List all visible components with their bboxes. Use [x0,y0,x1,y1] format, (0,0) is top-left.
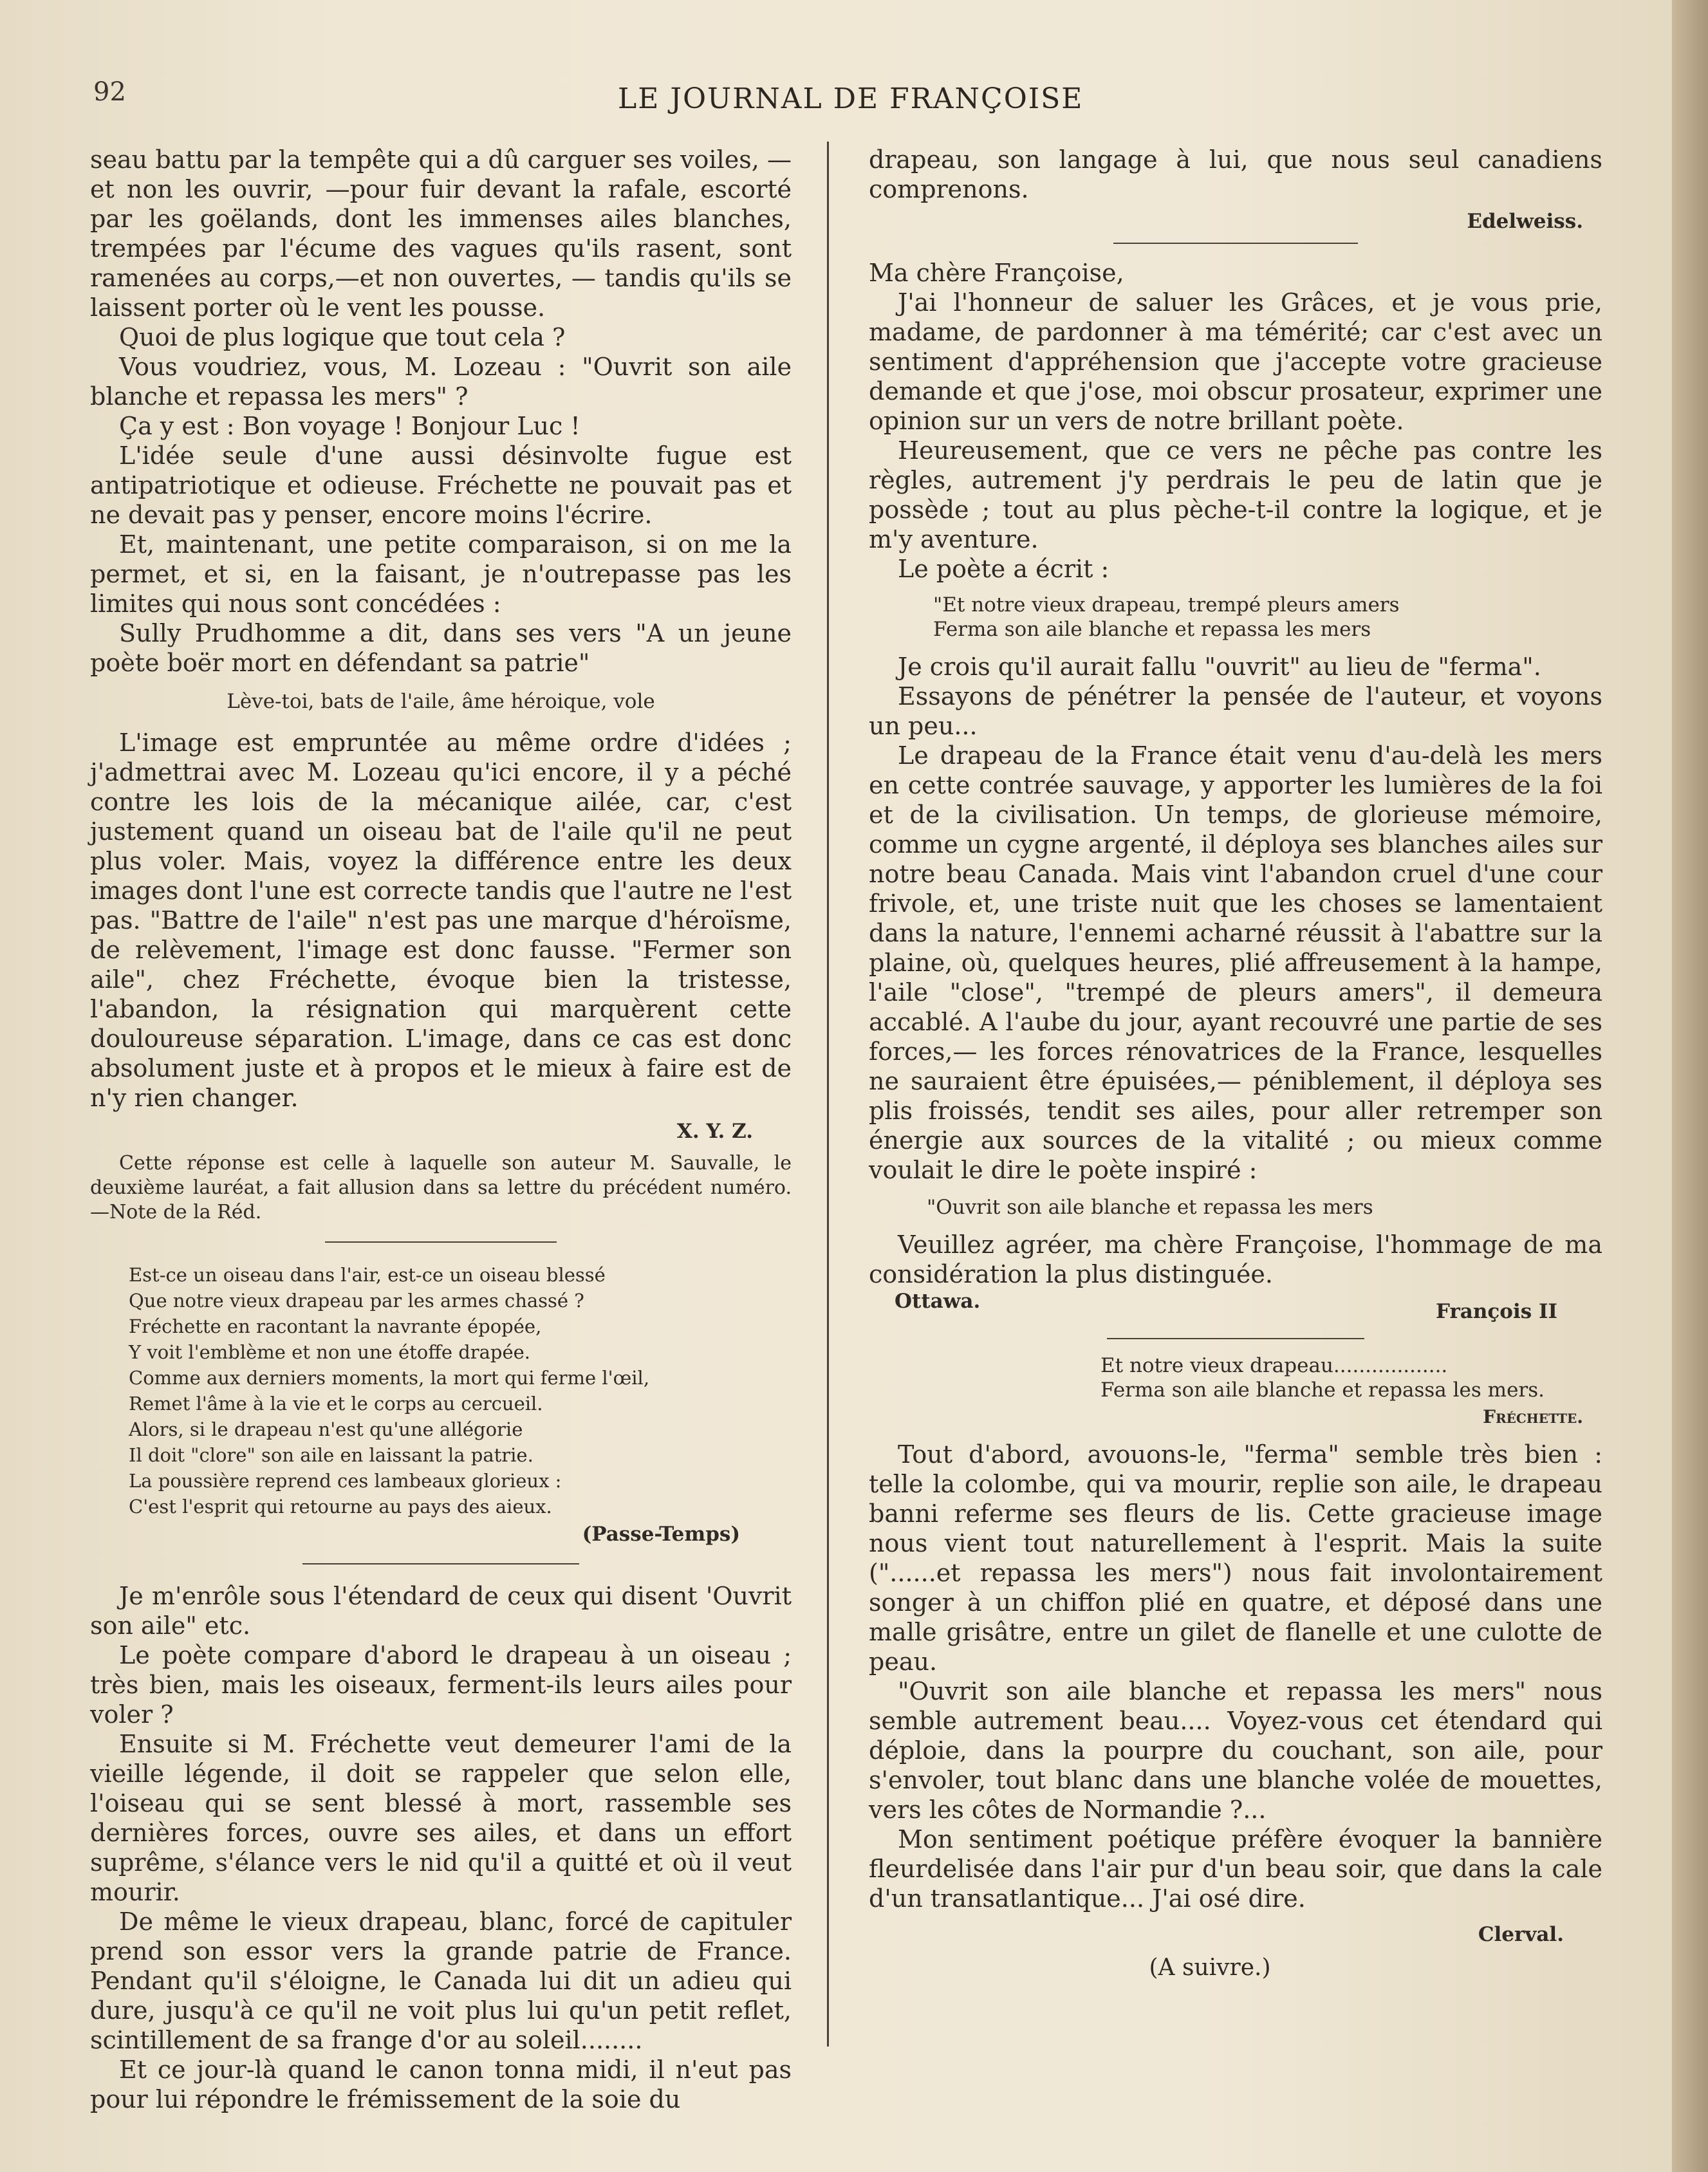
verse-line: Ferma son aile blanche et repassa les mers [933,618,1371,641]
left-paragraph: Et, maintenant, une petite comparaison, si on me la permet, et si, en la faisant, je n'outrepasse pas les limites qui nous sont concédées : [90,530,792,618]
poem-line: Y voit l'emblème et non une étoffe drapée. [129,1341,531,1363]
right-paragraph: "Ouvrit son aile blanche et repassa les mers" nous semble autrement beau.... Voyez-vous cet étendard qui déploie, dans la pourpre du couchant, son aile, pour s'envoler, tout blanc dans une blanche volée de mouettes, vers les côtes de Normandie ?... [869,1677,1602,1824]
poem-line: C'est l'esprit qui retourne au pays des aieux. [129,1496,552,1518]
poem-line: La poussière reprend ces lambeaux glorieux : [129,1470,562,1492]
right-paragraph: Veuillez agréer, ma chère Françoise, l'hommage de ma considération la plus distinguée. [869,1230,1602,1288]
left-paragraph: De même le vieux drapeau, blanc, forcé de capituler prend son essor vers la grande patrie de France. Pendant qu'il s'éloigne, le Canada lui dit un adieu qui dure, jusqu'à ce qu'il ne voit plus lui qu'un petit reflet, scintillement de sa frange d'or au soleil........ [90,1907,792,2054]
left-paragraph: Vous voudriez, vous, M. Lozeau : "Ouvrit son aile blanche et repassa les mers" ? [90,353,792,411]
signature: X. Y. Z. [676,1120,753,1143]
right-paragraph: Tout d'abord, avouons-le, "ferma" semble très bien : telle la colombe, qui va mourir, replie son aile, le drapeau banni referme ses fleurs de lis. Cette gracieuse image nous vient tout naturellement à l'esprit. Mais la suite ("......et repassa les mers") nous fait involontairement songer à un chiffon plié en quatre, et déposé dans une malle grisâtre, entre un gilet de flanelle et une culotte de peau. [869,1440,1602,1676]
left-paragraph: Ensuite si M. Fréchette veut demeurer l'ami de la vieille légende, il doit se rappeler que selon elle, l'oiseau qui se sent blessé à mort, rassemble ses dernières forces, ouvre ses ailes, et dans un effort suprême, s'élance vers le nid qu'il a quitté et où il veut mourir. [90,1730,792,1906]
left-paragraph: Quoi de plus logique que tout cela ? [119,323,566,351]
right-paragraph: Heureusement, que ce vers ne pêche pas contre les règles, autrement j'y perdrais le peu de latin que je possède ; tout au plus pèche-t-il contre la logique, et je m'y aventure. [869,436,1602,553]
journal-title: LE JOURNAL DE FRANÇOISE [618,82,1084,115]
right-paragraph: drapeau, son langage à lui, que nous seul canadiens comprenons. [869,145,1602,203]
right-paragraph: Je crois qu'il aurait fallu "ouvrit" au lieu de "ferma". [898,653,1541,681]
left-column [90,145,792,2114]
verse-author: Fréchette. [1483,1406,1583,1427]
section-rule [302,1563,579,1564]
left-paragraph: L'idée seule d'une aussi désinvolte fugue est antipatriotique et odieuse. Fréchette ne pouvait pas et ne devait pas y penser, encore moins l'écrire. [90,441,792,529]
poem-line: Est-ce un oiseau dans l'air, est-ce un oiseau blessé [129,1264,606,1286]
column-divider [827,142,829,2047]
verse-line: Ferma son aile blanche et repassa les mers. [1100,1378,1545,1402]
to-be-continued: (A suivre.) [1149,1954,1271,1981]
poem-source: (Passe-Temps) [582,1523,740,1546]
right-paragraph: J'ai l'honneur de saluer les Grâces, et je vous prie, madame, de pardonner à ma témérité; car c'est avec un sentiment d'appréhension que j'accepte votre gracieuse demande et que j'ose, moi obscur prosateur, exprimer une opinion sur un vers de notre brillant poète. [869,288,1602,435]
poem-line: Alors, si le drapeau n'est qu'une allégorie [129,1418,523,1440]
section-rule [1107,1338,1364,1339]
editor-note: Cette réponse est celle à laquelle son auteur M. Sauvalle, le deuxième lauréat, a fait allusion dans sa lettre du précédent numéro. —Note de la Réd. [90,1152,792,1223]
left-paragraph: Je m'enrôle sous l'étendard de ceux qui disent 'Ouvrit son aile" etc. [90,1582,792,1640]
salutation: Ma chère Françoise, [869,259,1124,287]
verse-quote: Lève-toi, bats de l'aile, âme héroique, vole [227,690,655,713]
left-paragraph: L'image est empruntée au même ordre d'idées ; j'admettrai avec M. Lozeau qu'ici encore, il y a péché contre les lois de la mécanique ailée, car, c'est justement quand un oiseau bat de l'aile qu'il ne peut plus voler. Mais, voyez la différence entre les deux images dont l'une est correcte tandis que l'autre ne l'est pas. "Battre de l'aile" n'est pas une marque d'héroïsme, de relèvement, l'image est donc fausse. "Fermer son aile", chez Fréchette, évoque bien la tristesse, l'abandon, la résignation qui marquèrent cette douloureuse séparation. L'image, dans ce cas est donc absolument juste et à propos et le mieux à faire est de n'y rien changer. [90,729,792,1112]
poem [90,1262,792,1519]
page-number: 92 [93,77,126,107]
verse-quote [869,1353,1602,1402]
poem-line: Que notre vieux drapeau par les armes chassé ? [129,1290,584,1312]
verse-line: "Et notre vieux drapeau, trempé pleurs amers [933,593,1400,617]
left-paragraph: Ça y est : Bon voyage ! Bonjour Luc ! [119,412,580,440]
right-paragraph: Le drapeau de la France était venu d'au-delà les mers en cette contrée sauvage, y apporter les lumières de la foi et de la civilisation. Un temps, de glorieuse mémoire, comme un cygne argenté, il déploya ses blanches ailes sur notre beau Canada. Mais vint l'abandon cruel d'une cour frivole, et, une triste nuit que les choses se lamentaient dans la nature, l'ennemi acharné réussit à l'abattre sur la plaine, où, quelques heures, plié affreusement à la hampe, l'aile "close", "trempé de pleurs amers", il demeura accablé. A l'aube du jour, ayant recouvré une partie de ses forces,— les forces rénovatrices de la France, lesquelles ne sauraient être épuisées,— péniblement, il déploya ses plis froissés, tendit ses ailes, pour aller retremper son énergie aux sources de la vitalité ; ou mieux comme voulait le dire le poète inspiré : [869,741,1602,1184]
page-edge [1672,0,1708,2172]
left-paragraph: Sully Prudhomme a dit, dans ses vers "A un jeune poète boër mort en défendant sa patrie" [90,619,792,677]
section-rule [1113,243,1358,244]
poem-line: Remet l'âme à la vie et le corps au cercueil. [129,1393,543,1415]
poem-line: Il doit "clore" son aile en laissant la patrie. [129,1444,534,1466]
poem-line: Comme aux derniers moments, la mort qui ferme l'œil, [129,1367,650,1389]
poem-line: Fréchette en racontant la navrante épopée, [129,1315,542,1337]
signature: Clerval. [1478,1923,1564,1946]
right-paragraph: Le poète a écrit : [898,555,1109,583]
verse-quote [869,593,1602,642]
left-paragraph: seau battu par la tempête qui a dû carguer ses voiles, —et non les ouvrir, —pour fuir devant la rafale, escorté par les goëlands, dont les immenses ailes blanches, trempées par l'écume des vagues qu'ils rasent, sont ramenées au corps,—et non ouvertes, — tandis qu'ils se laissent porter où le vent les pousse. [90,145,792,322]
signature: Edelweiss. [1467,210,1583,233]
signature: François II [1436,1300,1557,1323]
right-paragraph: Mon sentiment poétique préfère évoquer la bannière fleurdelisée dans l'air pur d'un beau soir, que dans la cale d'un transatlantique... J'ai osé dire. [869,1825,1602,1913]
place: Ottawa. [895,1290,981,1313]
signature-row [869,1289,1602,1321]
section-rule [325,1241,557,1243]
verse-line: Et notre vieux drapeau.................. [1100,1354,1448,1377]
right-column [869,145,1602,1983]
verse-quote: "Ouvrit son aile blanche et repassa les mers [927,1196,1373,1219]
left-paragraph: Et ce jour-là quand le canon tonna midi, il n'eut pas pour lui répondre le frémissement de la soie du [90,2056,792,2113]
left-paragraph: Le poète compare d'abord le drapeau à un oiseau ; très bien, mais les oiseaux, ferment-ils leurs ailes pour voler ? [90,1641,792,1729]
right-paragraph: Essayons de pénétrer la pensée de l'auteur, et voyons un peu... [869,682,1602,740]
